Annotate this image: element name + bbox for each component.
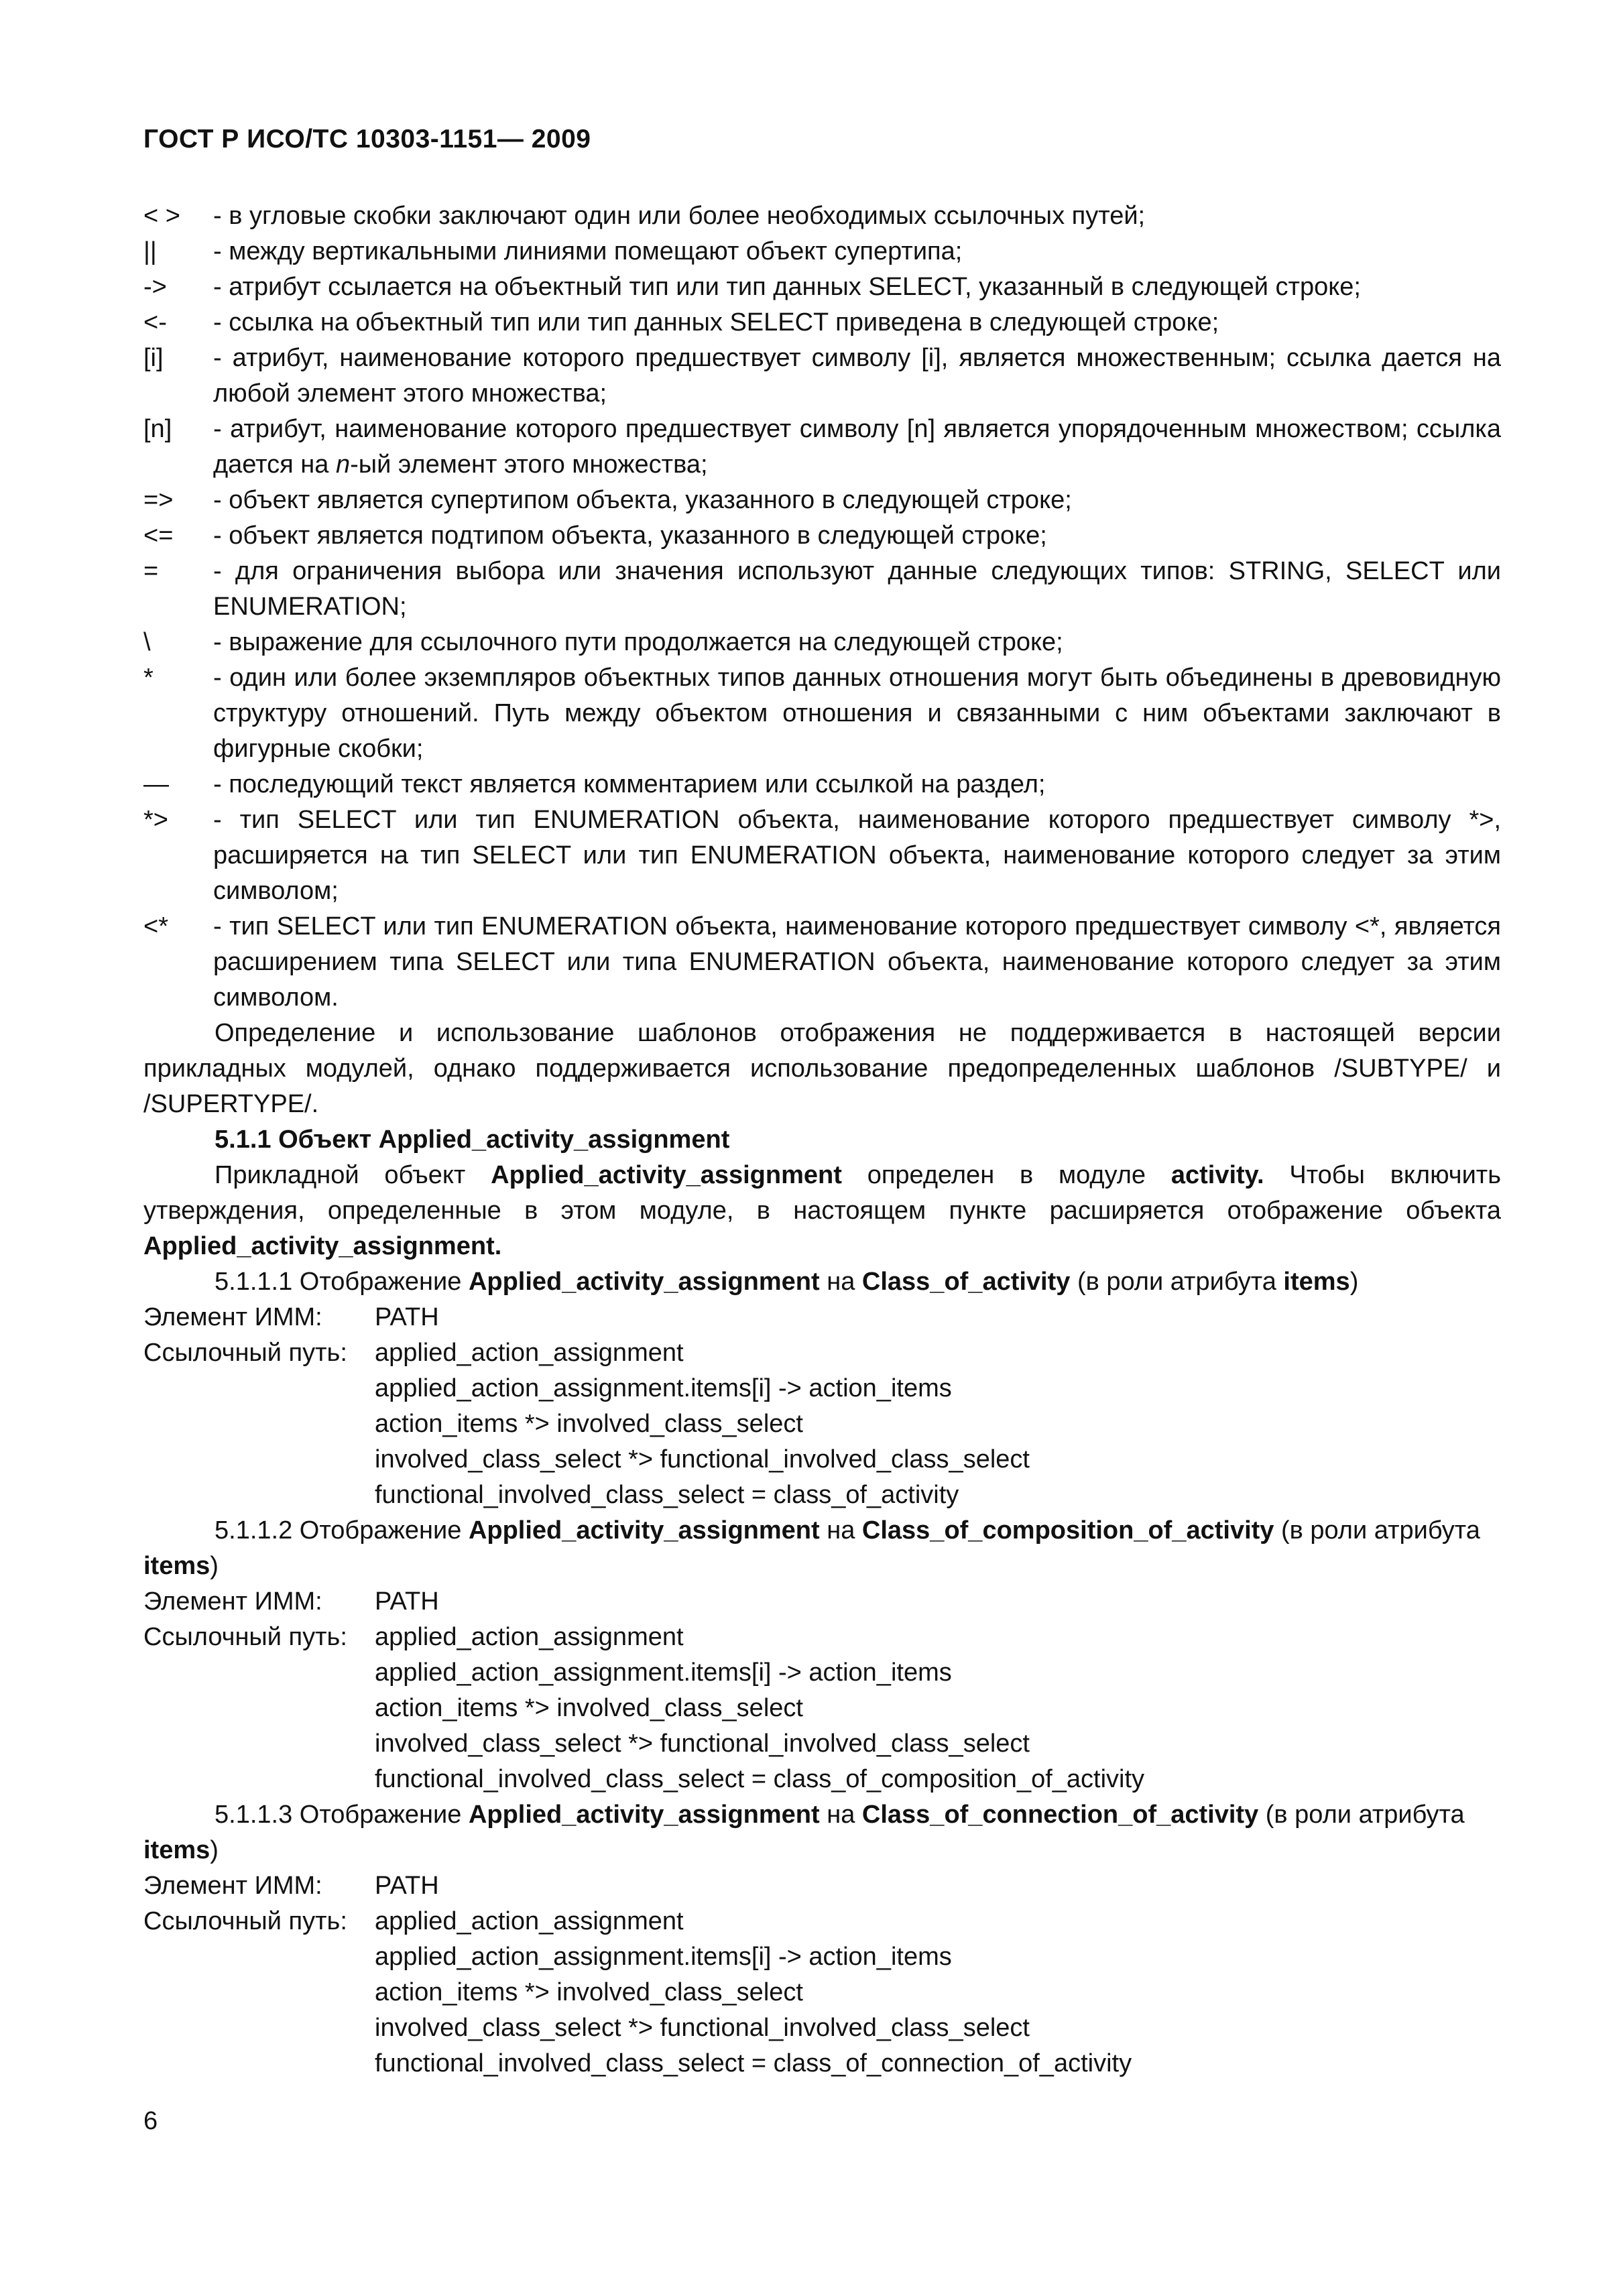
legend-text: - объект является подтипом объекта, указанного в следующей строке; [213, 522, 1047, 550]
path-line: applied_action_assignment.items[i] -> action_items [375, 1374, 952, 1402]
reference-path-row [143, 1620, 1501, 1655]
legend-symbol: < > [143, 202, 180, 230]
mapping-heading [143, 1264, 1501, 1300]
text-run: на [819, 1268, 862, 1296]
legend-text: - ссылка на объектный тип или тип данных SELECT приведена в следующей строке; [213, 308, 1219, 337]
text-run: Прикладной объект [215, 1161, 491, 1189]
imm-value: PATH [375, 1872, 439, 1900]
legend-text: - тип SELECT или тип ENUMERATION объекта, наименование которого предшествует символу <*, является расширением типа SELECT или типа ENUMERATION объекта, наименование которого следует за этим символом. [213, 912, 1501, 1012]
legend-symbol: <- [143, 308, 167, 337]
entity-name: Applied_activity_assignment [491, 1161, 842, 1189]
legend-symbol: \ [143, 628, 151, 656]
mapping-source: Applied_activity_assignment [468, 1268, 820, 1296]
intro-paragraph: Определение и использование шаблонов отображения не поддерживается в настоящей версии прикладных модулей, однако поддерживается использование предопределенных шаблонов /SUBTYPE/ и /SUPERTYPE/. [143, 1019, 1501, 1118]
path-label: Ссылочный путь: [143, 1623, 347, 1651]
path-line: functional_involved_class_select = class_of_activity [375, 1481, 959, 1509]
path-line: action_items *> involved_class_select [375, 1978, 803, 2006]
legend-text: - атрибут, наименование которого предшествует символу [n] является упорядоченным множеством; ссылка дается на [213, 415, 1501, 479]
legend-row [143, 341, 1501, 412]
role-attribute: items [143, 1836, 211, 1864]
text-run: на [819, 1801, 862, 1829]
text-run: на [819, 1516, 862, 1545]
legend-symbol: [i] [143, 344, 164, 372]
legend-text: - объект является супертипом объекта, указанного в следующей строке; [213, 486, 1072, 514]
mapping-number: 5.1.1.1 Отображение [215, 1268, 469, 1296]
text-run: ) [210, 1836, 219, 1864]
section-description [143, 1158, 1501, 1264]
text-run: ) [210, 1552, 219, 1580]
legend-text: - между вертикальными линиями помещают объект супертипа; [213, 237, 963, 265]
imm-element-row [143, 1868, 1501, 1904]
path-line: involved_class_select *> functional_involved_class_select [375, 1730, 1030, 1758]
imm-value: PATH [375, 1303, 439, 1331]
mapping-source: Applied_activity_assignment [468, 1801, 820, 1829]
imm-value: PATH [375, 1587, 439, 1616]
legend-text-italic: n [335, 450, 351, 479]
legend-symbol: [n] [143, 415, 172, 443]
mapping-target: Class_of_activity [861, 1268, 1071, 1296]
mapping-heading [143, 1513, 1501, 1584]
reference-path-row [143, 1904, 1501, 1939]
section-heading: 5.1.1 Объект Applied_activity_assignment [215, 1126, 730, 1154]
path-label: Ссылочный путь: [143, 1339, 347, 1367]
legend-symbol: — [143, 770, 169, 798]
legend-text: - один или более экземпляров объектных типов данных отношения могут быть объединены в древовидную структуру отношений. Путь между объектом отношения и связанными с ним объектами заключают в фигурные скобки; [213, 664, 1501, 763]
module-name: activity. [1170, 1161, 1264, 1189]
legend-row [143, 802, 1501, 909]
mapping-number: 5.1.1.2 Отображение [215, 1516, 469, 1545]
legend-symbol: <= [143, 522, 174, 550]
path-line: applied_action_assignment [375, 1907, 684, 1935]
imm-label: Элемент ИММ: [143, 1587, 322, 1616]
legend-symbol: => [143, 486, 174, 514]
path-line: functional_involved_class_select = class_of_composition_of_activity [375, 1765, 1145, 1793]
legend-text: - в угловые скобки заключают один или более необходимых ссылочных путей; [213, 202, 1146, 230]
legend-row [143, 625, 1501, 660]
text-run: ) [1349, 1268, 1359, 1296]
text-run: (в роли атрибута [1070, 1268, 1284, 1296]
legend-row [143, 198, 1501, 234]
legend-text: - последующий текст является комментарием или ссылкой на раздел; [213, 770, 1046, 798]
legend-symbol: = [143, 557, 159, 585]
legend-row [143, 909, 1501, 1016]
legend-row [143, 269, 1501, 305]
path-line: applied_action_assignment [375, 1623, 684, 1651]
legend-text: - атрибут ссылается на объектный тип или тип данных SELECT, указанный в следующей строке; [213, 273, 1361, 301]
text-run: Чтобы включить утверждения, определенные в этом модуле, в настоящем пункте расширяется отображение объекта [143, 1161, 1501, 1225]
legend-row [143, 767, 1501, 802]
reference-path-row [143, 1335, 1501, 1371]
text-run: (в роли атрибута [1274, 1516, 1480, 1545]
path-line: involved_class_select *> functional_involved_class_select [375, 2014, 1030, 2042]
document-header: ГОСТ Р ИСО/ТС 10303-1151— 2009 [143, 125, 591, 154]
path-line: action_items *> involved_class_select [375, 1410, 803, 1438]
mapping-number: 5.1.1.3 Отображение [215, 1801, 469, 1829]
document-body [143, 198, 1501, 2081]
mapping-heading [143, 1797, 1501, 1868]
legend-text: - атрибут, наименование которого предшествует символу [i], является множественным; ссылка дается на любой элемент этого множества; [213, 344, 1501, 408]
legend-row [143, 554, 1501, 625]
legend-text: - для ограничения выбора или значения используют данные следующих типов: STRING, SELECT или ENUMERATION; [213, 557, 1501, 621]
path-line: involved_class_select *> functional_involved_class_select [375, 1445, 1030, 1473]
path-line: applied_action_assignment [375, 1339, 684, 1367]
path-line: applied_action_assignment.items[i] -> action_items [375, 1943, 952, 1971]
text-run: (в роли атрибута [1258, 1801, 1465, 1829]
legend-row [143, 483, 1501, 518]
role-attribute: items [143, 1552, 211, 1580]
legend-text: - тип SELECT или тип ENUMERATION объекта, наименование которого предшествует символу *>, расширяется на тип SELECT или тип ENUMERATION объекта, наименование которого следует за этим символом; [213, 806, 1501, 905]
legend-text: -ый элемент этого множества; [350, 450, 708, 479]
legend-row [143, 412, 1501, 483]
entity-name: Applied_activity_assignment. [143, 1232, 502, 1260]
legend-symbol: * [143, 664, 154, 692]
page-number: 6 [143, 2107, 158, 2135]
path-line: functional_involved_class_select = class_of_connection_of_activity [375, 2049, 1132, 2077]
path-line: action_items *> involved_class_select [375, 1694, 803, 1722]
legend-row [143, 660, 1501, 767]
legend-symbol: *> [143, 806, 168, 834]
imm-label: Элемент ИММ: [143, 1872, 322, 1900]
path-line: applied_action_assignment.items[i] -> action_items [375, 1658, 952, 1687]
imm-element-row [143, 1300, 1501, 1335]
role-attribute: items [1283, 1268, 1350, 1296]
text-run: определен в модуле [841, 1161, 1171, 1189]
legend-row [143, 518, 1501, 554]
legend-row [143, 305, 1501, 341]
imm-label: Элемент ИММ: [143, 1303, 322, 1331]
legend-text: - выражение для ссылочного пути продолжается на следующей строке; [213, 628, 1063, 656]
mapping-target: Class_of_composition_of_activity [861, 1516, 1274, 1545]
mapping-source: Applied_activity_assignment [468, 1516, 820, 1545]
legend-symbol: <* [143, 912, 168, 941]
legend-symbol: -> [143, 273, 167, 301]
legend-symbol: || [143, 237, 157, 265]
mapping-target: Class_of_connection_of_activity [861, 1801, 1259, 1829]
legend-row [143, 234, 1501, 269]
path-label: Ссылочный путь: [143, 1907, 347, 1935]
imm-element-row [143, 1584, 1501, 1620]
